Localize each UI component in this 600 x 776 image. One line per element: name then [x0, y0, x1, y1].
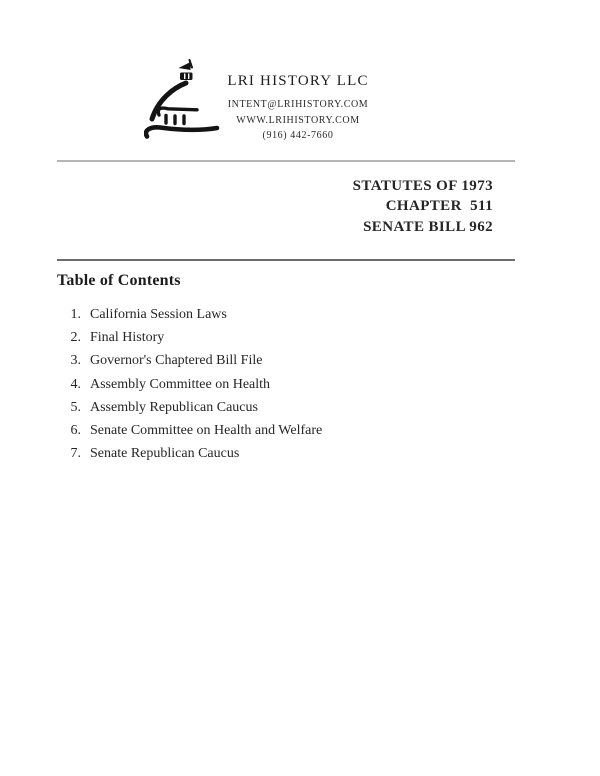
divider-middle	[57, 259, 515, 261]
toc-item-number: 4.	[70, 376, 81, 392]
toc-item	[68, 373, 322, 396]
toc-item-number: 1.	[70, 306, 81, 322]
company-name: LRI HISTORY LLC	[227, 73, 369, 89]
toc-title: Table of Contents	[57, 272, 181, 289]
toc-item	[68, 350, 322, 373]
senate-bill-line: SENATE BILL 962	[363, 218, 493, 235]
divider-top	[57, 160, 515, 162]
company-phone: (916) 442-7660	[262, 130, 334, 141]
toc-item-label: California Session Laws	[90, 306, 227, 322]
toc-item-label: Assembly Republican Caucus	[90, 399, 258, 415]
toc-item-label: Final History	[90, 329, 165, 345]
toc-item	[68, 326, 322, 349]
toc-item-label: Governor's Chaptered Bill File	[90, 353, 263, 369]
toc-item	[68, 419, 322, 442]
company-email: INTENT@LRIHISTORY.COM	[227, 99, 369, 110]
toc-item-number: 3.	[70, 353, 81, 369]
toc-item	[68, 443, 322, 466]
toc-item	[68, 303, 322, 326]
statute-reference-block	[353, 176, 493, 237]
chapter-number-line: CHAPTER 511	[385, 198, 493, 215]
toc-item-number: 7.	[70, 446, 81, 462]
toc-item-number: 6.	[70, 423, 81, 439]
company-website: WWW.LRIHISTORY.COM	[236, 114, 360, 126]
toc-item-number: 5.	[70, 399, 81, 415]
toc-item-label: Assembly Committee on Health	[90, 376, 271, 392]
toc-item-number: 2.	[70, 329, 81, 345]
toc-list	[68, 303, 322, 466]
toc-item	[68, 396, 322, 419]
letterhead	[190, 73, 406, 144]
toc-item-label: Senate Committee on Health and Welfare	[90, 423, 323, 439]
toc-item-label: Senate Republican Caucus	[90, 446, 240, 462]
statutes-year-line: STATUTES OF 1973	[352, 178, 493, 194]
